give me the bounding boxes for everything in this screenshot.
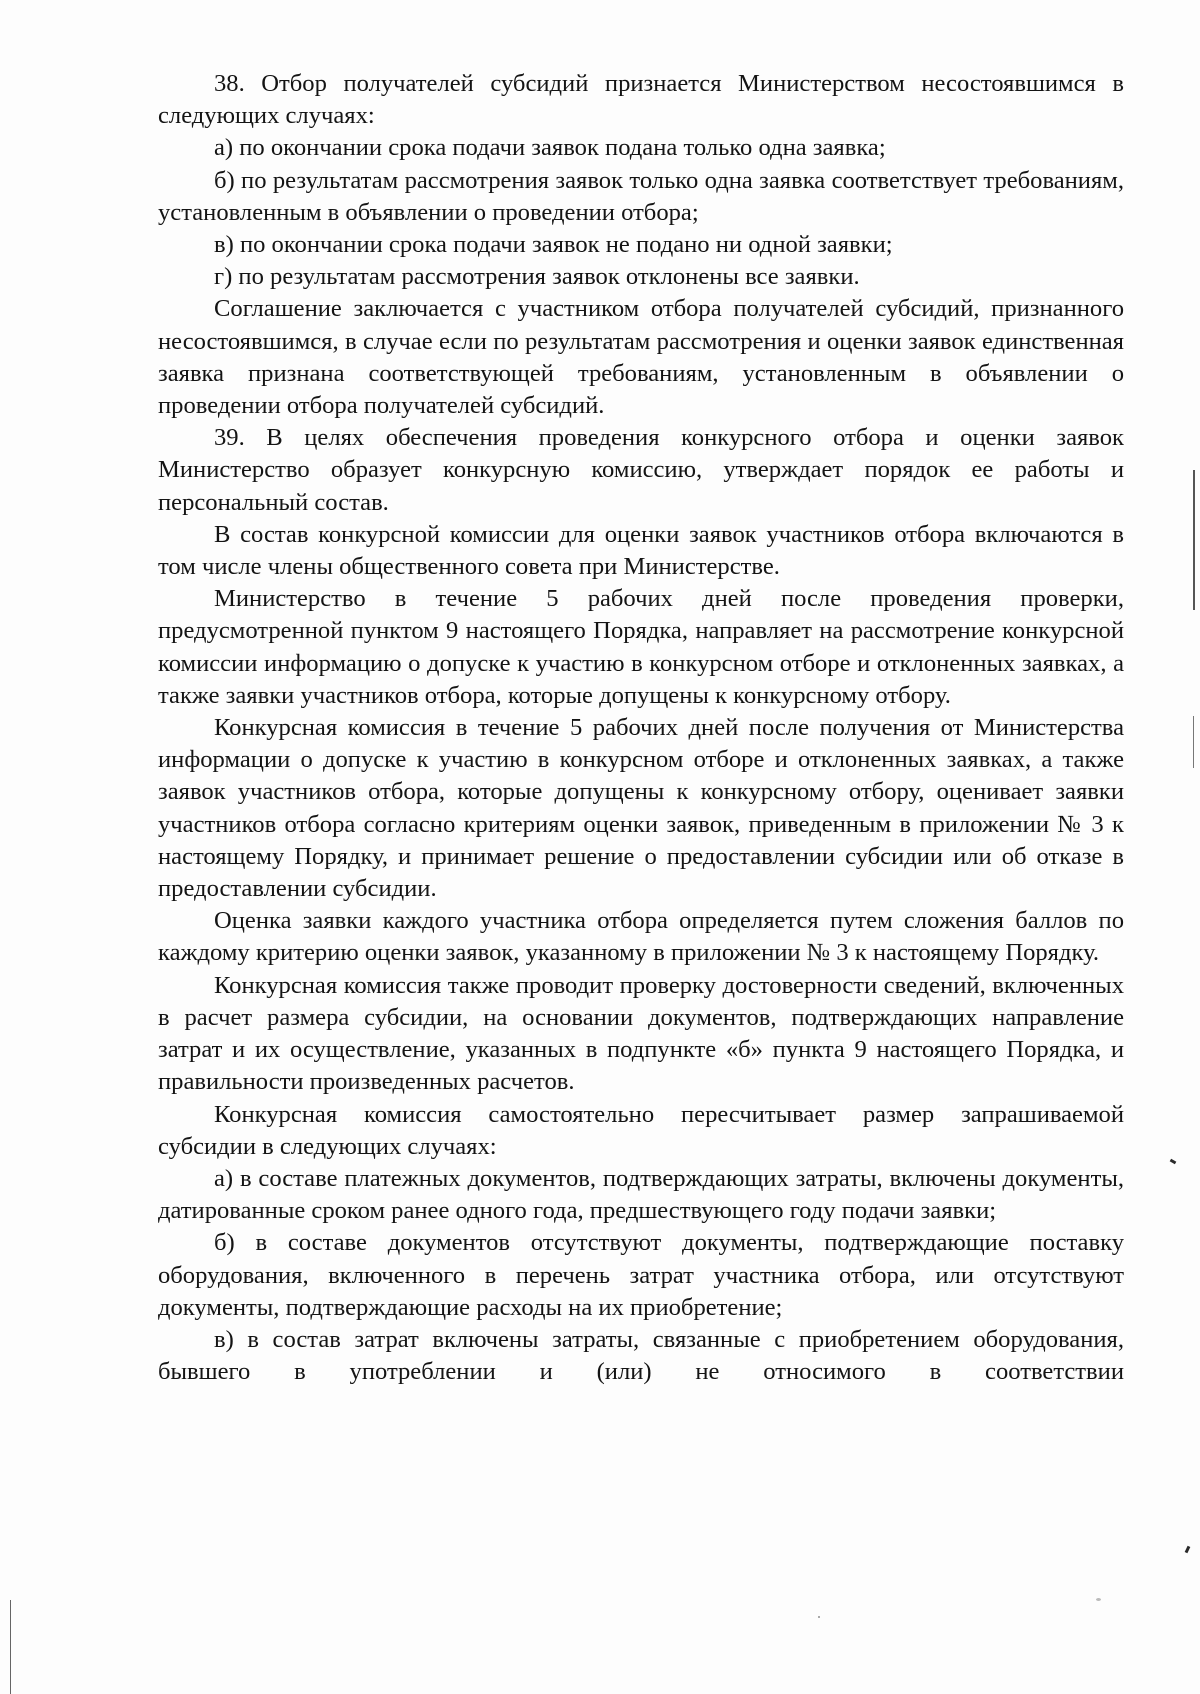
- list-item-recalc-b: б) в составе документов отсутствуют документы, подтверждающие поставку оборудования, включенного в перечень затрат участника отбора, или отсутствуют документы, подтверждающие расходы на их приобретение;: [158, 1229, 1124, 1321]
- list-item-b: б) по результатам рассмотрения заявок только одна заявка соответствует требованиям, установленным в объявлении о проведении отбора;: [158, 166, 1124, 226]
- list-item-v: в) по окончании срока подачи заявок не подано ни одной заявки;: [214, 231, 893, 259]
- paragraph-agreement: Соглашение заключается с участником отбора получателей субсидий, признанного несостоявшимся, в случае если по результатам рассмотрения и оценки заявок единственная заявка признана соответствующей требованиям, установленным в объявлении о проведении отбора получателей субсидий.: [158, 295, 1124, 420]
- paragraph-commission-composition: В состав конкурсной комиссии для оценки заявок участников отбора включаются в том числе члены общественного совета при Министерстве.: [158, 520, 1124, 581]
- paragraph-recalculation: Конкурсная комиссия самостоятельно пересчитывает размер запрашиваемой субсидии в следующих случаях:: [158, 1100, 1124, 1160]
- scan-speck: [818, 1616, 820, 1618]
- paragraph-ministry-review: Министерство в течение 5 рабочих дней после проведения проверки, предусмотренной пунктом 9 настоящего Порядка, направляет на рассмотрение конкурсной комиссии информацию о допуске к участию в конкурсном отборе и отклоненных заявках, а также заявки участников отбора, которые допущены к конкурсному отбору.: [158, 585, 1124, 709]
- paragraph-38-heading: 38. Отбор получателей субсидий признается Министерством несостоявшимся в следующих случаях:: [158, 70, 1124, 130]
- document-body: [158, 68, 1124, 1388]
- list-item-a: а) по окончании срока подачи заявок подана только одна заявка;: [214, 134, 886, 162]
- list-item-recalc-v: в) в состав затрат включены затраты, связанные с приобретением оборудования, бывшего в употреблении и (или) не относимого в соответствии: [158, 1325, 1124, 1386]
- scan-edge-mark: [1193, 470, 1195, 610]
- scan-edge-mark: [1193, 716, 1194, 768]
- scan-edge-mark: [10, 1600, 11, 1694]
- paragraph-verification: Конкурсная комиссия также проводит проверку достоверности сведений, включенных в расчет размера субсидии, на основании документов, подтверждающих направление затрат и их осуществление, указанных в подпункте «б» пункта 9 настоящего Порядка, и правильности произведенных расчетов.: [158, 971, 1124, 1096]
- list-item-recalc-a: а) в составе платежных документов, подтверждающих затраты, включены документы, датированные сроком ранее одного года, предшествующего году подачи заявки;: [158, 1164, 1124, 1225]
- scan-speck: [1185, 1546, 1191, 1554]
- list-item-g: г) по результатам рассмотрения заявок отклонены все заявки.: [214, 263, 860, 291]
- scan-speck: [1096, 1598, 1101, 1601]
- paragraph-commission-evaluation: Конкурсная комиссия в течение 5 рабочих дней после получения от Министерства информации о допуске к участию в конкурсном отборе и отклоненных заявках, а также заявок участников отбора, которые допущены к конкурсному отбору, оценивает заявки участников отбора согласно критериям оценки заявок, приведенным в приложении № 3 к настоящему Порядку, и принимает решение о предоставлении субсидии или об отказе в предоставлении субсидии.: [158, 714, 1124, 903]
- paragraph-39: 39. В целях обеспечения проведения конкурсного отбора и оценки заявок Министерство образует конкурсную комиссию, утверждает порядок ее работы и персональный состав.: [158, 424, 1124, 516]
- scan-speck: [1170, 1159, 1177, 1165]
- paragraph-scoring: Оценка заявки каждого участника отбора определяется путем сложения баллов по каждому критерию оценки заявок, указанному в приложении № 3 к настоящему Порядку.: [158, 907, 1124, 967]
